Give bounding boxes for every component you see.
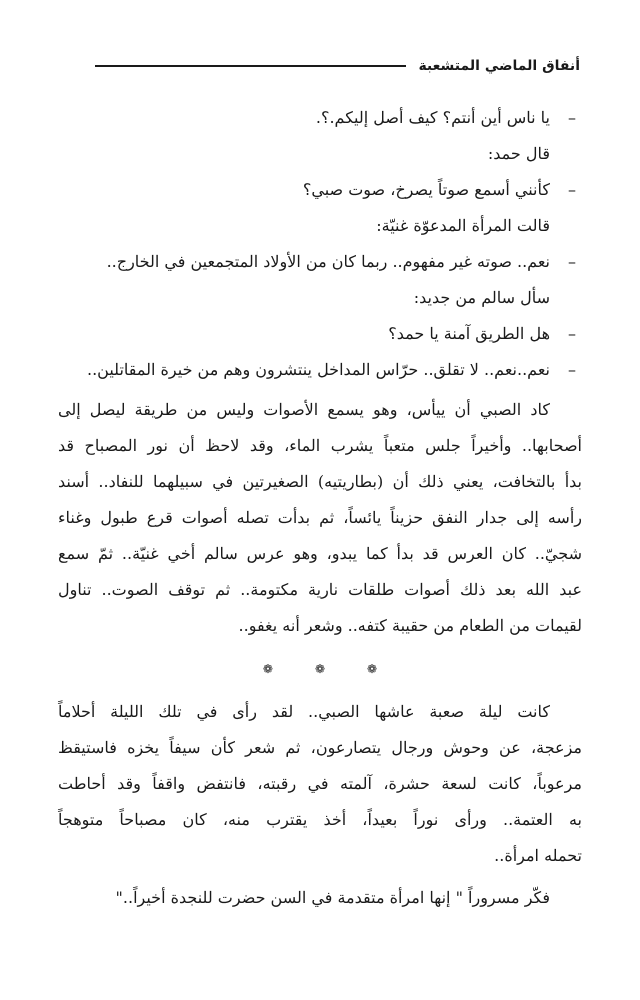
dialogue-dash: – xyxy=(568,108,576,127)
paragraph-line: لقيمات من الطعام من حقيبة كتفه.. وشعر أنه يغفو.. xyxy=(238,616,582,635)
body-text xyxy=(58,100,582,916)
running-title: أنفاق الماضي المتشعبة xyxy=(418,58,580,74)
paragraph-line: مرعوباً، كانت لسعة حشرة، آلمته في رقبته، فانتفض واقفاً وقد أحاطت xyxy=(58,774,582,793)
header-rule xyxy=(95,65,406,67)
dialogue-text: نعم.. صوته غير مفهوم.. ربما كان من الأولاد المتجمعين في الخارج.. xyxy=(106,252,550,271)
paragraph-line: رأسه إلى جدار النفق حزيناً يائساً، ثم بدأت تصله أصوات قرع طبول وغناء xyxy=(58,508,582,527)
paragraph xyxy=(58,880,582,916)
section-separator xyxy=(58,644,582,694)
paragraph xyxy=(58,392,582,644)
paragraph-line: فكّر مسروراً " إنها امرأة متقدمة في السن حضرت للنجدة أخيراً.." xyxy=(115,888,550,907)
dialogue-text: نعم..نعم.. لا تقلق.. حرّاس المداخل ينتشرون وهم من خيرة المقاتلين.. xyxy=(86,360,550,379)
dialogue-text: يا ناس أين أنتم؟ كيف أصل إليكم.؟. xyxy=(315,108,550,127)
page-header xyxy=(95,58,580,74)
paragraph-line: مزعجة، عن وحوش ورجال يتصارعون، ثم شعر كأن سيفاً يخزه فاستيقظ xyxy=(58,738,582,757)
narration-line: قال حمد: xyxy=(487,144,550,163)
paragraph xyxy=(58,694,582,874)
dialogue-dash: – xyxy=(568,180,576,199)
paragraph-line: به العتمة.. ورأى نوراً بعيداً، أخذ يقترب منه، كان مصباحاً متوهجاً xyxy=(58,810,582,829)
paragraph-line: شجيّ.. كان العرس قد بدأ كما يبدو، وهو عرس سالم أخي غنيّة.. ثمّ سمع xyxy=(58,544,582,563)
dialogue-text: كأنني أسمع صوتاً يصرخ، صوت صبي؟ xyxy=(302,180,550,199)
dialogue-line xyxy=(58,352,582,388)
dialogue-dash: – xyxy=(568,360,576,379)
dialogue-line xyxy=(58,244,582,280)
ornament-icon: ❁ xyxy=(367,662,378,676)
ornament-icon: ❁ xyxy=(314,662,326,676)
dialogue-block xyxy=(58,100,582,388)
paragraph-line: كاد الصبي أن ييأس، وهو يسمع الأصوات وليس من طريقة ليصل إلى xyxy=(58,400,551,419)
dialogue-line xyxy=(58,316,582,352)
ornament-icon: ❁ xyxy=(262,662,273,676)
paragraph-line: تحمله امرأة.. xyxy=(494,846,582,865)
paragraph-line: بدأ بالتخافت، يعني ذلك أن (بطاريتيه) الصغيرتين في سبيلهما للنفاد.. أسند xyxy=(58,472,582,491)
dialogue-text: هل الطريق آمنة يا حمد؟ xyxy=(388,324,550,343)
paragraph-line: كانت ليلة صعبة عاشها الصبي.. لقد رأى في تلك الليلة أحلاماً xyxy=(58,702,550,721)
dialogue-dash: – xyxy=(568,324,576,343)
narration-line: سأل سالم من جديد: xyxy=(413,288,550,307)
narration-line: قالت المرأة المدعوّة غنيّة: xyxy=(376,216,550,235)
paragraph-line: أصحابها.. وأخيراً جلس متعباً يشرب الماء، وقد لاحظ أن نور المصباح قد xyxy=(58,436,582,455)
dialogue-dash: – xyxy=(568,252,576,271)
dialogue-line xyxy=(58,100,582,136)
paragraph-line: عبد الله بعد ذلك أصوات طلقات نارية مكتومة.. ثم توقف الصوت.. تناول xyxy=(58,580,582,599)
dialogue-line xyxy=(58,172,582,208)
